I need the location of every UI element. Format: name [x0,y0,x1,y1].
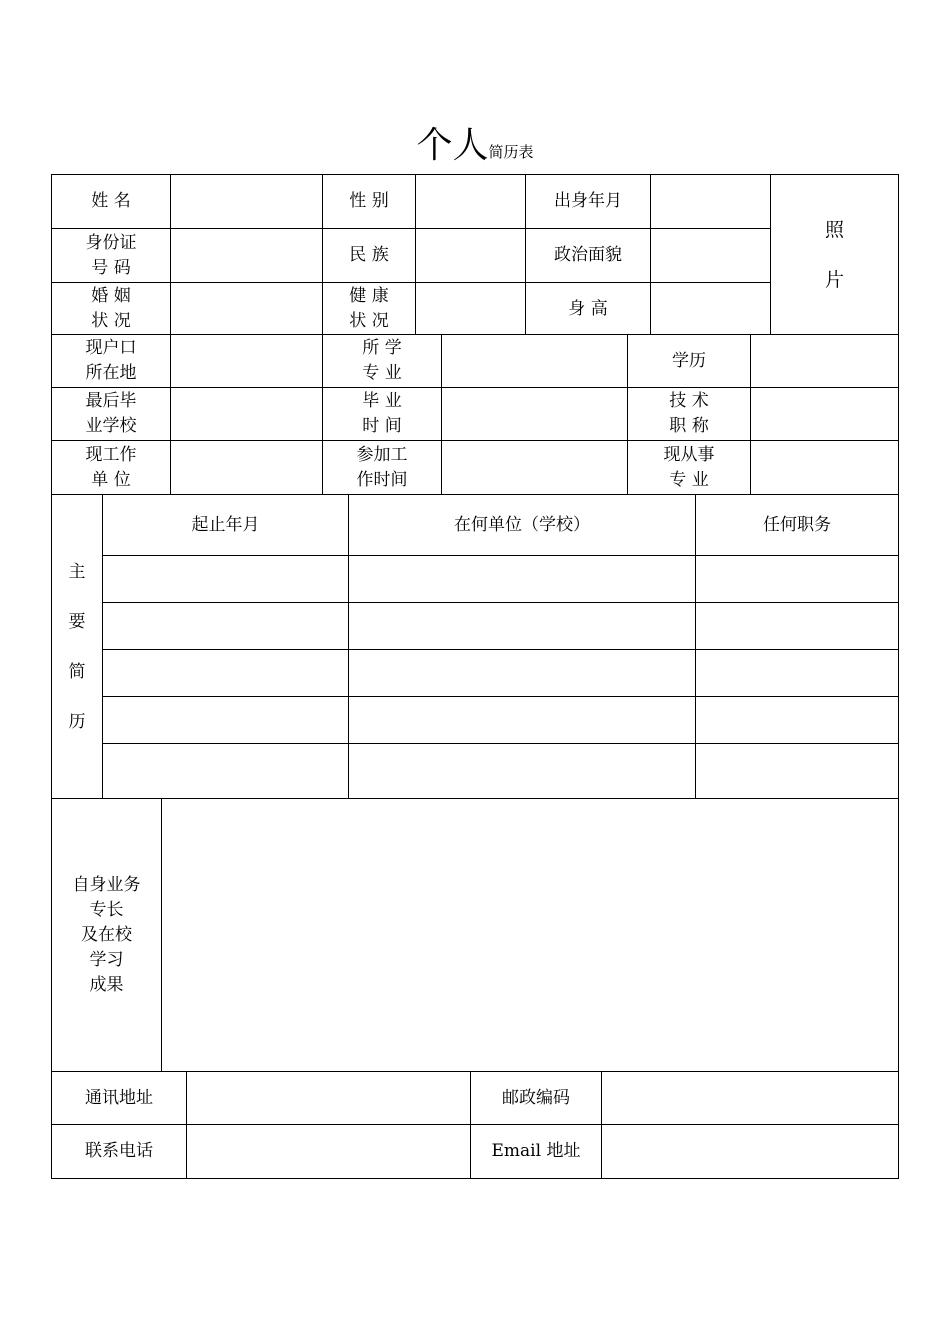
resume-row-3-position[interactable] [696,650,898,696]
gradtime-field[interactable] [442,388,627,440]
address-label: 通讯地址 [85,1087,153,1108]
detail-info-section [51,335,899,495]
resume-row-2-position[interactable] [696,603,898,649]
postcode-field[interactable] [602,1072,898,1124]
skills-label: 自身业务 专长 及在校 学习 成果 [72,874,141,995]
marital-label: 婚 姻 状 况 [91,286,131,331]
school-field[interactable] [171,388,322,440]
photo-box[interactable] [771,175,898,335]
tech-title-field[interactable] [751,388,898,440]
id-field[interactable] [171,229,322,282]
education-label: 学历 [672,350,706,371]
ethnicity-field[interactable] [416,229,525,282]
gender-label: 性 别 [349,191,389,211]
resume-row-5-unit[interactable] [349,744,695,798]
resume-row-1-unit[interactable] [349,556,695,602]
political-field[interactable] [651,229,770,282]
resume-row-3-unit[interactable] [349,650,695,696]
employer-field[interactable] [171,441,322,494]
col-position-header: 任何职务 [763,514,831,535]
email-label: Email 地址 [491,1141,581,1161]
gender-field[interactable] [416,175,525,228]
phone-field[interactable] [187,1125,470,1178]
postcode-label: 邮政编码 [502,1087,570,1108]
major-field[interactable] [442,335,627,387]
political-label: 政治面貌 [554,245,622,265]
skills-field[interactable] [162,799,898,1071]
col-unit-header: 在何单位（学校） [454,514,590,535]
phone-label: 联系电话 [85,1141,153,1161]
employer-label: 现工作 单 位 [85,444,137,490]
ethnicity-label: 民 族 [349,245,389,265]
resume-row-4-unit[interactable] [349,697,695,743]
resume-row-2-period[interactable] [103,603,348,649]
birth-field[interactable] [651,175,770,228]
resume-side-label: 主要简历 [68,561,86,732]
worktime-field[interactable] [442,441,627,494]
resume-row-5-period[interactable] [103,744,348,798]
height-label: 身 高 [568,298,608,319]
resume-section [51,495,899,799]
resume-row-1-position[interactable] [696,556,898,602]
worktime-label: 参加工 作时间 [356,444,408,490]
gradtime-label: 毕 业 时 间 [362,391,402,436]
birth-label: 出身年月 [554,191,622,211]
major-label: 所 学 专 业 [362,338,402,383]
email-field[interactable] [602,1125,898,1178]
title-main: 个人 [416,125,489,166]
marital-field[interactable] [171,283,322,335]
hukou-label: 现户口 所在地 [85,338,137,383]
school-label: 最后毕 业学校 [85,391,137,436]
resume-row-3-period[interactable] [103,650,348,696]
contact-section [51,1072,899,1179]
skills-section [51,799,899,1072]
resume-row-4-period[interactable] [103,697,348,743]
resume-row-5-position[interactable] [696,744,898,798]
document-title [0,125,950,166]
col-period-header: 起止年月 [191,514,260,535]
education-field[interactable] [751,335,898,387]
height-field[interactable] [651,283,770,335]
health-label: 健 康 状 况 [349,286,389,331]
photo-label: 照片 [824,219,844,291]
resume-row-1-period[interactable] [103,556,348,602]
resume-row-4-position[interactable] [696,697,898,743]
id-label: 身份证 号 码 [85,232,137,278]
tech-title-label: 技 术 职 称 [669,391,709,436]
profession-field[interactable] [751,441,898,494]
health-field[interactable] [416,283,525,335]
basic-info-section [51,174,899,335]
profession-label: 现从事 专 业 [663,444,715,490]
resume-row-2-unit[interactable] [349,603,695,649]
title-sub: 简历表 [488,143,534,161]
name-label: 姓 名 [91,191,131,211]
hukou-field[interactable] [171,335,322,387]
address-field[interactable] [187,1072,470,1124]
name-field[interactable] [171,175,322,228]
